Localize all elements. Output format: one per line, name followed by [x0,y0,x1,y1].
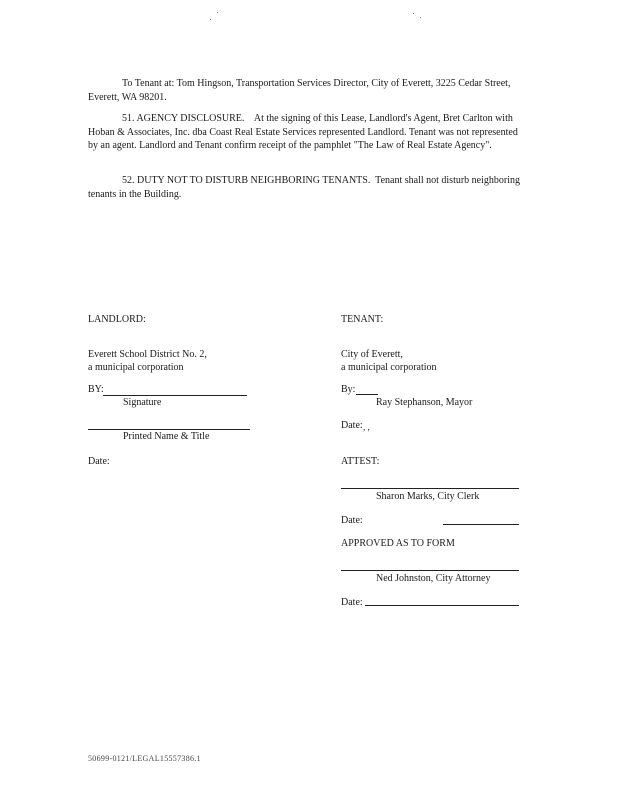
tenant-notice-text: To Tenant at: Tom Hingson, Transportation Services Director, City of Everett, 3225 Cedar Street, Everett, WA 98201. [88,78,511,103]
tenant-name: City of Everett, [341,349,403,360]
section-51-body: At the signing of this Lease, Landlord's Agent, Bret Carlton with Hoban & Associates, Inc. dba Coast Real Estate Services represented Landlord. Tenant was not represented by an agent. Landlord and Tenant confirm receipt of the pamphlet "The Law of Real Estate Agency". [88,113,518,151]
city-clerk-signature-line[interactable] [341,488,519,489]
tenant-heading: TENANT: [341,314,384,325]
landlord-signature-label: Signature [123,397,162,408]
landlord-entity-type: a municipal corporation [88,362,184,373]
section-51-agency-disclosure [88,112,528,153]
landlord-heading: LANDLORD: [88,314,146,325]
document-id-footer: 50699-0121/LEGAL15557386.1 [88,754,201,763]
tenant-notice-paragraph [88,77,528,104]
attorney-date-label: Date: [341,597,363,608]
scan-speck [420,17,421,18]
landlord-date-label: Date: [88,456,110,467]
city-clerk-name: Sharon Marks, City Clerk [376,491,480,502]
scan-speck [217,12,218,13]
approved-as-to-form-heading: APPROVED AS TO FORM [341,538,455,549]
landlord-printed-name-label: Printed Name & Title [123,431,210,442]
tenant-date-label: Date: [341,420,363,431]
attest-heading: ATTEST: [341,456,380,467]
clerk-date-line[interactable] [443,524,519,525]
tenant-signature-line[interactable] [356,394,378,395]
city-attorney-name: Ned Johnston, City Attorney [376,573,491,584]
tenant-entity-type: a municipal corporation [341,362,437,373]
section-52-duty-not-to-disturb [88,174,528,201]
landlord-by-label: BY: [88,384,104,395]
scan-speck [413,13,414,14]
scan-speck [210,19,211,20]
attorney-date-line[interactable] [365,605,519,606]
tenant-by-label: By: [341,384,356,395]
section-52-heading: 52. DUTY NOT TO DISTURB NEIGHBORING TENANTS. [122,175,371,186]
city-attorney-signature-line[interactable] [341,570,519,571]
landlord-name: Everett School District No. 2, [88,349,207,360]
section-52-body: Tenant shall not disturb neighboring tenants in the Building. [88,175,521,200]
clerk-date-label: Date: [341,515,363,526]
tenant-date-mark: , , [363,422,370,432]
section-51-heading: 51. AGENCY DISCLOSURE. [122,113,245,124]
tenant-signer-name: Ray Stephanson, Mayor [376,397,473,408]
